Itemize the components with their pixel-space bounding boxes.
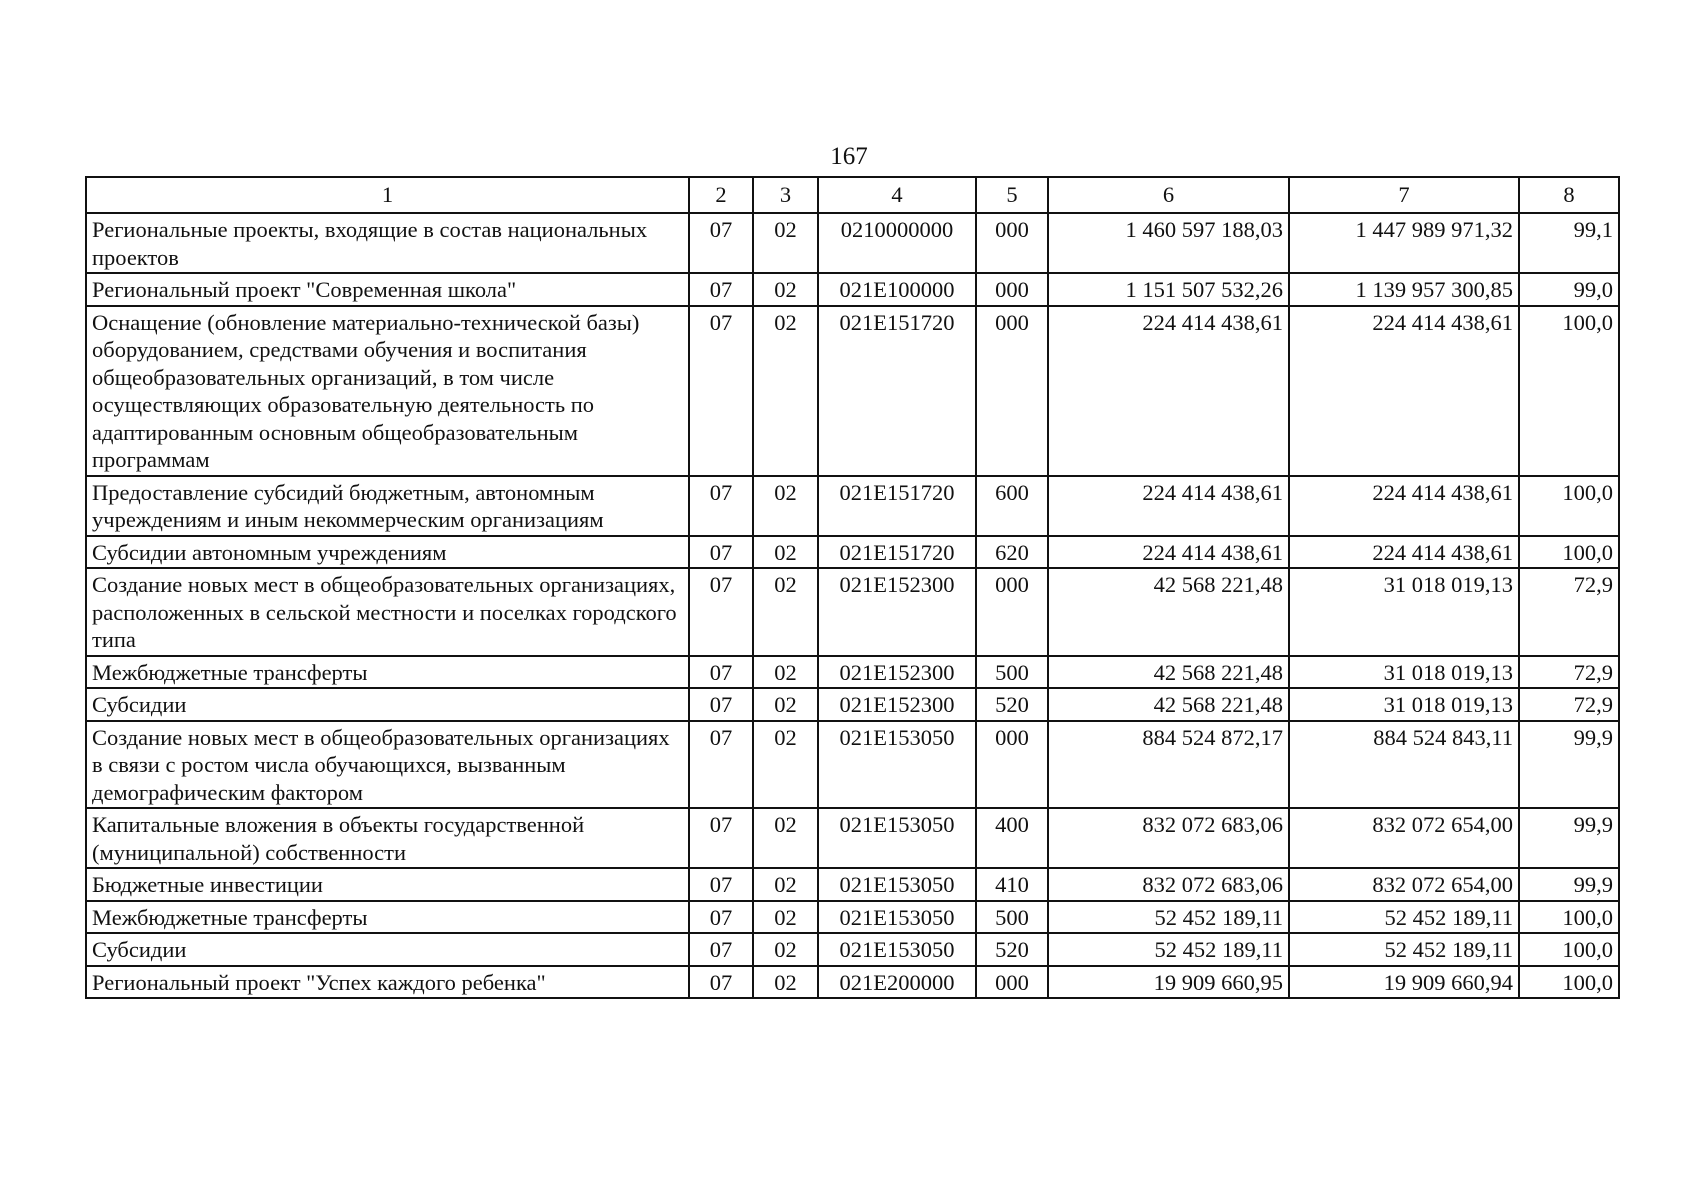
section-code: 07 bbox=[689, 868, 753, 901]
header-row bbox=[86, 177, 1619, 213]
executed-amount: 31 018 019,13 bbox=[1289, 568, 1519, 656]
execution-percent: 100,0 bbox=[1519, 901, 1619, 934]
planned-amount: 42 568 221,48 bbox=[1048, 568, 1289, 656]
table-row bbox=[86, 721, 1619, 809]
planned-amount: 224 414 438,61 bbox=[1048, 476, 1289, 536]
section-code: 07 bbox=[689, 688, 753, 721]
execution-percent: 99,0 bbox=[1519, 273, 1619, 306]
executed-amount: 1 447 989 971,32 bbox=[1289, 213, 1519, 273]
expense-type-code: 400 bbox=[976, 808, 1048, 868]
expense-type-code: 000 bbox=[976, 966, 1048, 999]
target-article-code: 021E100000 bbox=[818, 273, 976, 306]
target-article-code: 021E151720 bbox=[818, 536, 976, 569]
executed-amount: 1 139 957 300,85 bbox=[1289, 273, 1519, 306]
col-header-1: 1 bbox=[86, 177, 689, 213]
subsection-code: 02 bbox=[753, 868, 818, 901]
execution-percent: 72,9 bbox=[1519, 568, 1619, 656]
target-article-code: 0210000000 bbox=[818, 213, 976, 273]
subsection-code: 02 bbox=[753, 808, 818, 868]
executed-amount: 52 452 189,11 bbox=[1289, 901, 1519, 934]
execution-percent: 100,0 bbox=[1519, 476, 1619, 536]
row-name: Создание новых мест в общеобразовательных организациях, расположенных в сельской местности и поселках городского типа bbox=[86, 568, 689, 656]
budget-table bbox=[85, 176, 1620, 999]
table-row bbox=[86, 306, 1619, 476]
table-row bbox=[86, 933, 1619, 966]
row-name: Субсидии bbox=[86, 688, 689, 721]
executed-amount: 52 452 189,11 bbox=[1289, 933, 1519, 966]
expense-type-code: 520 bbox=[976, 688, 1048, 721]
target-article-code: 021E153050 bbox=[818, 721, 976, 809]
planned-amount: 42 568 221,48 bbox=[1048, 656, 1289, 689]
planned-amount: 19 909 660,95 bbox=[1048, 966, 1289, 999]
row-name: Региональные проекты, входящие в состав национальных проектов bbox=[86, 213, 689, 273]
execution-percent: 100,0 bbox=[1519, 306, 1619, 476]
planned-amount: 224 414 438,61 bbox=[1048, 536, 1289, 569]
target-article-code: 021E153050 bbox=[818, 933, 976, 966]
execution-percent: 100,0 bbox=[1519, 536, 1619, 569]
table-row bbox=[86, 476, 1619, 536]
expense-type-code: 000 bbox=[976, 721, 1048, 809]
row-name: Региональный проект "Успех каждого ребенка" bbox=[86, 966, 689, 999]
planned-amount: 832 072 683,06 bbox=[1048, 868, 1289, 901]
subsection-code: 02 bbox=[753, 476, 818, 536]
planned-amount: 884 524 872,17 bbox=[1048, 721, 1289, 809]
section-code: 07 bbox=[689, 901, 753, 934]
section-code: 07 bbox=[689, 933, 753, 966]
row-name: Региональный проект "Современная школа" bbox=[86, 273, 689, 306]
target-article-code: 021E153050 bbox=[818, 901, 976, 934]
target-article-code: 021E151720 bbox=[818, 476, 976, 536]
section-code: 07 bbox=[689, 966, 753, 999]
executed-amount: 832 072 654,00 bbox=[1289, 868, 1519, 901]
table-row bbox=[86, 656, 1619, 689]
expense-type-code: 500 bbox=[976, 656, 1048, 689]
planned-amount: 224 414 438,61 bbox=[1048, 306, 1289, 476]
row-name: Субсидии автономным учреждениям bbox=[86, 536, 689, 569]
section-code: 07 bbox=[689, 306, 753, 476]
execution-percent: 99,9 bbox=[1519, 721, 1619, 809]
subsection-code: 02 bbox=[753, 688, 818, 721]
page-number: 167 bbox=[830, 143, 868, 170]
target-article-code: 021E153050 bbox=[818, 868, 976, 901]
target-article-code: 021E152300 bbox=[818, 656, 976, 689]
target-article-code: 021E200000 bbox=[818, 966, 976, 999]
expense-type-code: 500 bbox=[976, 901, 1048, 934]
row-name: Предоставление субсидий бюджетным, автономным учреждениям и иным некоммерческим организациям bbox=[86, 476, 689, 536]
planned-amount: 42 568 221,48 bbox=[1048, 688, 1289, 721]
table-row bbox=[86, 901, 1619, 934]
execution-percent: 100,0 bbox=[1519, 966, 1619, 999]
section-code: 07 bbox=[689, 568, 753, 656]
target-article-code: 021E152300 bbox=[818, 688, 976, 721]
table-row bbox=[86, 868, 1619, 901]
executed-amount: 832 072 654,00 bbox=[1289, 808, 1519, 868]
planned-amount: 1 460 597 188,03 bbox=[1048, 213, 1289, 273]
execution-percent: 100,0 bbox=[1519, 933, 1619, 966]
expense-type-code: 000 bbox=[976, 568, 1048, 656]
section-code: 07 bbox=[689, 536, 753, 569]
col-header-5: 5 bbox=[976, 177, 1048, 213]
table-row bbox=[86, 213, 1619, 273]
expense-type-code: 410 bbox=[976, 868, 1048, 901]
col-header-2: 2 bbox=[689, 177, 753, 213]
expense-type-code: 000 bbox=[976, 273, 1048, 306]
execution-percent: 72,9 bbox=[1519, 656, 1619, 689]
col-header-3: 3 bbox=[753, 177, 818, 213]
expense-type-code: 600 bbox=[976, 476, 1048, 536]
subsection-code: 02 bbox=[753, 721, 818, 809]
expense-type-code: 620 bbox=[976, 536, 1048, 569]
table-row bbox=[86, 808, 1619, 868]
table-row bbox=[86, 966, 1619, 999]
table-row bbox=[86, 273, 1619, 306]
executed-amount: 224 414 438,61 bbox=[1289, 306, 1519, 476]
section-code: 07 bbox=[689, 213, 753, 273]
subsection-code: 02 bbox=[753, 213, 818, 273]
executed-amount: 884 524 843,11 bbox=[1289, 721, 1519, 809]
executed-amount: 31 018 019,13 bbox=[1289, 688, 1519, 721]
col-header-6: 6 bbox=[1048, 177, 1289, 213]
executed-amount: 31 018 019,13 bbox=[1289, 656, 1519, 689]
subsection-code: 02 bbox=[753, 306, 818, 476]
col-header-7: 7 bbox=[1289, 177, 1519, 213]
target-article-code: 021E151720 bbox=[818, 306, 976, 476]
execution-percent: 99,9 bbox=[1519, 868, 1619, 901]
table-row bbox=[86, 568, 1619, 656]
section-code: 07 bbox=[689, 656, 753, 689]
subsection-code: 02 bbox=[753, 536, 818, 569]
subsection-code: 02 bbox=[753, 966, 818, 999]
subsection-code: 02 bbox=[753, 656, 818, 689]
row-name: Межбюджетные трансферты bbox=[86, 656, 689, 689]
target-article-code: 021E152300 bbox=[818, 568, 976, 656]
row-name: Бюджетные инвестиции bbox=[86, 868, 689, 901]
execution-percent: 72,9 bbox=[1519, 688, 1619, 721]
row-name: Оснащение (обновление материально-технической базы) оборудованием, средствами обучения и воспитания общеобразовательных организаций, в том числе осуществляющих образовательную деятельность по адаптированным основным общеобразовательным программам bbox=[86, 306, 689, 476]
executed-amount: 19 909 660,94 bbox=[1289, 966, 1519, 999]
subsection-code: 02 bbox=[753, 568, 818, 656]
section-code: 07 bbox=[689, 476, 753, 536]
row-name: Межбюджетные трансферты bbox=[86, 901, 689, 934]
execution-percent: 99,9 bbox=[1519, 808, 1619, 868]
section-code: 07 bbox=[689, 721, 753, 809]
table-row bbox=[86, 688, 1619, 721]
row-name: Капитальные вложения в объекты государственной (муниципальной) собственности bbox=[86, 808, 689, 868]
planned-amount: 52 452 189,11 bbox=[1048, 901, 1289, 934]
subsection-code: 02 bbox=[753, 933, 818, 966]
col-header-4: 4 bbox=[818, 177, 976, 213]
executed-amount: 224 414 438,61 bbox=[1289, 476, 1519, 536]
expense-type-code: 520 bbox=[976, 933, 1048, 966]
section-code: 07 bbox=[689, 273, 753, 306]
expense-type-code: 000 bbox=[976, 213, 1048, 273]
expense-type-code: 000 bbox=[976, 306, 1048, 476]
planned-amount: 832 072 683,06 bbox=[1048, 808, 1289, 868]
planned-amount: 1 151 507 532,26 bbox=[1048, 273, 1289, 306]
planned-amount: 52 452 189,11 bbox=[1048, 933, 1289, 966]
subsection-code: 02 bbox=[753, 901, 818, 934]
table-row bbox=[86, 536, 1619, 569]
row-name: Создание новых мест в общеобразовательных организациях в связи с ростом числа обучающихся, вызванным демографическим фактором bbox=[86, 721, 689, 809]
subsection-code: 02 bbox=[753, 273, 818, 306]
col-header-8: 8 bbox=[1519, 177, 1619, 213]
execution-percent: 99,1 bbox=[1519, 213, 1619, 273]
target-article-code: 021E153050 bbox=[818, 808, 976, 868]
section-code: 07 bbox=[689, 808, 753, 868]
row-name: Субсидии bbox=[86, 933, 689, 966]
executed-amount: 224 414 438,61 bbox=[1289, 536, 1519, 569]
